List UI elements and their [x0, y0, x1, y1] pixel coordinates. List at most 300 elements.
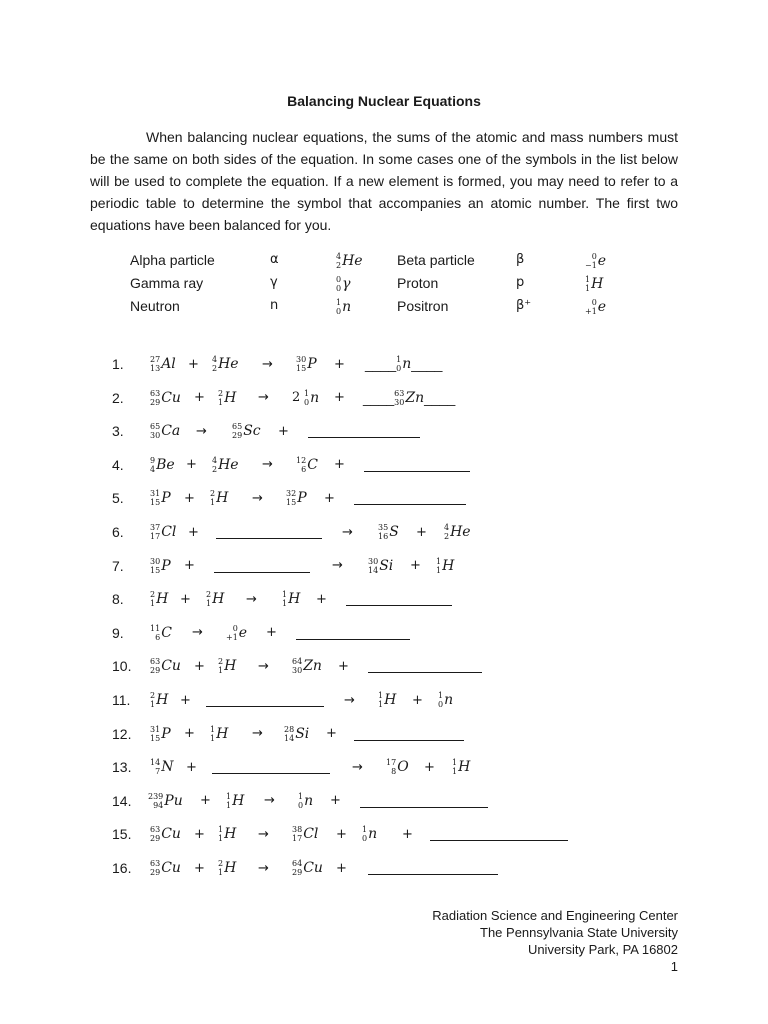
equation-term — [150, 856, 181, 880]
atomic-number: 1 — [282, 599, 288, 609]
mass-number: 30 — [296, 355, 307, 364]
element-symbol: Cu — [161, 826, 181, 843]
element-symbol: P — [161, 725, 171, 742]
element-symbol: H — [288, 591, 301, 608]
equation-row — [112, 554, 672, 578]
plus-sign: + — [184, 726, 195, 742]
atomic-number: 30 — [292, 666, 303, 676]
reaction-arrow: → — [344, 692, 355, 708]
nuclide-symbol — [150, 523, 176, 541]
mass-number: 32 — [286, 489, 297, 499]
equation-row — [112, 856, 672, 880]
reaction-arrow: → — [252, 490, 263, 506]
legend-row — [130, 298, 630, 320]
reaction-arrow: → — [262, 457, 273, 473]
legend-nuclide — [585, 298, 606, 316]
equation-term — [362, 822, 377, 846]
plus-sign: + — [184, 490, 195, 506]
atomic-number: 2 — [444, 532, 450, 541]
equation-term — [212, 453, 239, 477]
equation-term — [218, 856, 236, 880]
plus-sign: + — [336, 860, 347, 876]
nuclide-symbol — [378, 691, 396, 709]
atomic-number: 0 — [396, 364, 402, 373]
equation-row — [112, 755, 672, 779]
element-symbol: n — [310, 389, 320, 406]
legend-symbol: α — [270, 252, 279, 267]
mass-number: 2 — [218, 657, 224, 667]
element-symbol: n — [342, 299, 352, 316]
footer-university: The Pennsylvania State University — [480, 925, 678, 940]
answer-blank[interactable] — [354, 726, 464, 741]
nuclide-symbol — [218, 825, 236, 843]
equation-term — [150, 554, 171, 578]
footer-address: University Park, PA 16802 — [527, 942, 678, 957]
equation-row — [112, 352, 672, 376]
equation-term — [148, 789, 183, 813]
equation-term — [232, 419, 261, 443]
equation-number: 16. — [112, 860, 132, 876]
legend-name: Positron — [397, 298, 449, 314]
equation-number: 13. — [112, 759, 132, 776]
equation-term — [150, 822, 181, 846]
atomic-number: 1 — [210, 498, 216, 508]
nuclide-symbol — [150, 557, 171, 575]
equation-row — [112, 520, 672, 544]
legend-nuclide — [585, 252, 606, 270]
element-symbol: He — [342, 253, 363, 270]
atomic-number: 29 — [150, 868, 161, 877]
atomic-number: 13 — [150, 364, 161, 373]
nuclide-symbol — [336, 298, 351, 316]
element-symbol: n — [368, 826, 378, 843]
mass-number: 1 — [396, 355, 402, 364]
equation-term — [150, 520, 176, 544]
plus-sign: + — [266, 625, 277, 641]
equation-term — [368, 554, 393, 578]
atomic-number: 0 — [336, 307, 342, 317]
nuclide-symbol — [226, 624, 247, 642]
mass-number: 11 — [150, 623, 161, 633]
nuclide-symbol — [368, 557, 393, 575]
equation-term — [298, 789, 313, 813]
nuclide-symbol — [150, 590, 168, 608]
atomic-number: +1 — [226, 632, 238, 642]
mass-number: 0 — [232, 623, 238, 633]
nuclide-symbol — [150, 725, 171, 743]
mass-number: 65 — [232, 422, 243, 432]
element-symbol: C — [307, 456, 318, 473]
nuclide-symbol — [444, 523, 471, 541]
element-symbol: P — [297, 490, 307, 507]
plus-sign: + — [338, 658, 349, 674]
equation-term — [292, 654, 322, 678]
nuclide-symbol — [212, 355, 239, 373]
mass-number: 1 — [282, 590, 288, 600]
atomic-number: 1 — [206, 599, 212, 609]
nuclide-symbol — [292, 657, 322, 675]
equation-term — [150, 755, 173, 779]
legend-name: Beta particle — [397, 252, 475, 268]
mass-number: 1 — [218, 825, 224, 835]
element-symbol: O — [397, 759, 409, 776]
nuclide-symbol — [298, 792, 313, 810]
atomic-number: 2 — [212, 464, 218, 474]
element-symbol: Ca — [161, 423, 181, 440]
reaction-arrow: → — [342, 524, 353, 540]
equation-term — [292, 856, 323, 880]
legend-symbol: γ — [270, 275, 278, 290]
reaction-arrow: → — [258, 658, 269, 674]
mass-number: 63 — [150, 388, 161, 398]
reaction-arrow: → — [332, 558, 343, 574]
plus-sign: + — [412, 692, 423, 708]
equation-term — [286, 486, 307, 510]
plus-sign: + — [316, 591, 327, 607]
reaction-arrow: → — [258, 826, 269, 842]
equation-term — [378, 520, 399, 544]
element-symbol: Be — [156, 456, 175, 473]
answer-blank[interactable] — [430, 826, 568, 841]
nuclide-symbol — [378, 523, 399, 541]
atomic-number: 1 — [585, 284, 591, 294]
atomic-number: 15 — [296, 364, 307, 373]
legend-name: Neutron — [130, 298, 180, 314]
element-symbol: P — [307, 356, 317, 372]
mass-number: 1 — [226, 791, 232, 801]
element-symbol: e — [597, 253, 607, 270]
equation-row — [112, 486, 672, 510]
equation-number: 14. — [112, 792, 132, 809]
legend-symbol: n — [270, 298, 279, 313]
atomic-number: 2 — [336, 261, 342, 271]
element-symbol: Cu — [303, 860, 323, 876]
equation-term — [436, 554, 454, 578]
mass-number: 1 — [298, 791, 304, 801]
mass-number: 38 — [292, 825, 303, 835]
plus-sign: + — [188, 356, 199, 372]
reaction-arrow: → — [264, 793, 275, 809]
legend-row — [130, 275, 630, 297]
mass-number: 1 — [304, 388, 310, 398]
mass-number: 63 — [394, 388, 405, 398]
element-symbol: H — [216, 490, 229, 507]
mass-number: 31 — [150, 489, 161, 499]
element-symbol: He — [218, 356, 239, 372]
equation-number: 4. — [112, 456, 124, 473]
element-symbol: Cl — [161, 524, 177, 540]
element-symbol: e — [238, 624, 248, 641]
element-symbol: Cl — [303, 826, 319, 843]
plus-sign: + — [188, 524, 199, 540]
nuclide-symbol — [296, 355, 317, 373]
plus-sign: + — [194, 390, 205, 406]
nuclide-symbol — [150, 489, 171, 507]
legend-symbol: β⁺ — [516, 298, 532, 313]
mass-number: 1 — [378, 691, 384, 700]
footer — [432, 907, 678, 975]
element-symbol: H — [156, 692, 169, 708]
equation-term — [150, 654, 181, 678]
atomic-number: 17 — [150, 532, 161, 541]
nuclide-symbol — [292, 825, 318, 843]
nuclide-symbol — [292, 859, 323, 877]
plus-sign: + — [186, 759, 197, 775]
equation-row — [112, 789, 672, 813]
mass-number: 1 — [452, 758, 458, 768]
legend-nuclide — [336, 298, 351, 316]
equation-term — [218, 822, 236, 846]
legend-name: Proton — [397, 275, 439, 291]
reaction-arrow: → — [352, 759, 363, 775]
atomic-number: 15 — [286, 498, 297, 508]
answer-blank[interactable] — [368, 860, 498, 875]
element-symbol: H — [212, 591, 225, 608]
plus-sign: + — [200, 793, 211, 809]
page-title: Balancing Nuclear Equations — [287, 93, 481, 109]
element-symbol: H — [216, 725, 229, 742]
plus-sign: + — [416, 524, 427, 540]
element-symbol: H — [224, 658, 237, 675]
equation-term — [210, 722, 228, 746]
answer-blank[interactable] — [360, 793, 488, 808]
nuclide-symbol — [148, 792, 183, 810]
answer-blank[interactable] — [206, 692, 324, 707]
equation-term — [150, 621, 172, 645]
plus-sign: + — [424, 759, 435, 775]
mass-number: 14 — [150, 758, 161, 768]
element-symbol: He — [450, 524, 471, 540]
answer-blank[interactable] — [216, 524, 322, 539]
element-symbol: γ — [342, 276, 351, 293]
element-symbol: Al — [161, 356, 176, 372]
nuclide-symbol — [232, 422, 261, 440]
plus-sign: + — [184, 558, 195, 574]
mass-number: 64 — [292, 657, 303, 667]
reaction-arrow: → — [246, 591, 257, 607]
legend-name: Alpha particle — [130, 252, 215, 268]
equation-number: 9. — [112, 624, 124, 641]
equation-number: 7. — [112, 557, 124, 574]
element-symbol: H — [224, 389, 237, 406]
equation-row — [112, 621, 672, 645]
element-symbol: Zn — [303, 658, 322, 675]
mass-number: 0 — [591, 298, 597, 308]
reaction-arrow: → — [262, 356, 273, 372]
mass-number: 1 — [585, 275, 591, 285]
mass-number: 4 — [212, 455, 218, 465]
answer-blank[interactable] — [354, 490, 466, 505]
equation-term — [150, 722, 171, 746]
equation-row — [112, 587, 672, 611]
nuclide-symbol — [304, 389, 319, 407]
equation-term — [150, 386, 181, 410]
nuclide-symbol — [296, 456, 318, 474]
element-symbol: H — [224, 826, 237, 843]
atomic-number: −1 — [585, 261, 597, 271]
mass-number: 37 — [150, 523, 161, 532]
mass-number: 2 — [150, 590, 156, 600]
element-symbol: Cu — [161, 389, 181, 406]
mass-number: 2 — [218, 388, 224, 398]
plus-sign: + — [410, 558, 421, 574]
nuclide-symbol — [282, 590, 300, 608]
mass-number: 17 — [386, 758, 397, 768]
nuclide-symbol — [150, 355, 176, 373]
legend-nuclide — [585, 275, 603, 293]
equation-number: 1. — [112, 356, 124, 372]
equation-term — [212, 352, 239, 376]
element-symbol: n — [304, 792, 314, 809]
equation-term — [210, 486, 228, 510]
plus-sign: + — [278, 423, 289, 439]
mass-number: 12 — [296, 455, 307, 465]
atomic-number: 1 — [436, 565, 442, 575]
legend-nuclide — [336, 252, 363, 270]
atomic-number: 94 — [153, 800, 164, 810]
atomic-number: 29 — [232, 431, 243, 441]
mass-number: 30 — [150, 556, 161, 566]
element-symbol: P — [161, 490, 171, 507]
equation-term — [150, 352, 176, 376]
atomic-number: 1 — [218, 834, 224, 844]
equation-number: 3. — [112, 423, 124, 440]
element-symbol: Cu — [161, 658, 181, 675]
nuclide-symbol — [150, 422, 180, 440]
atomic-number: 7 — [155, 767, 161, 777]
mass-number: 4 — [212, 355, 218, 364]
mass-number: 27 — [150, 355, 161, 364]
filled-answer: ____ 1 0 n ____ — [365, 355, 443, 373]
atomic-number: 2 — [212, 364, 218, 373]
atomic-number: 1 — [218, 397, 224, 407]
element-symbol: H — [232, 792, 245, 809]
atomic-number: 8 — [391, 767, 397, 777]
element-symbol: H — [224, 860, 237, 876]
element-symbol: H — [384, 692, 397, 708]
nuclide-symbol — [284, 725, 309, 743]
atomic-number: 1 — [150, 700, 156, 709]
mass-number: 63 — [150, 859, 161, 868]
equation-term — [444, 520, 471, 544]
equation-row — [112, 453, 672, 477]
nuclide-symbol — [210, 725, 228, 743]
element-symbol: Si — [379, 557, 394, 574]
equation-term — [386, 755, 409, 779]
equation-term — [226, 789, 244, 813]
equation-term — [284, 722, 309, 746]
equation-term — [304, 386, 319, 410]
equation-term — [150, 419, 180, 443]
mass-number: 1 — [436, 556, 442, 566]
atomic-number: 0 — [298, 800, 304, 810]
legend-symbol: p — [516, 275, 525, 290]
nuclide-symbol — [150, 691, 168, 709]
atomic-number: 1 — [150, 599, 156, 609]
plus-sign: + — [180, 591, 191, 607]
mass-number: 35 — [378, 523, 389, 532]
nuclide-symbol — [212, 456, 239, 474]
nuclide-symbol — [150, 389, 181, 407]
reaction-arrow: → — [192, 625, 203, 641]
nuclide-symbol — [436, 557, 454, 575]
equation-number: 6. — [112, 524, 124, 540]
equation-number: 5. — [112, 490, 124, 507]
answer-blank[interactable] — [308, 423, 420, 438]
answer-blank[interactable] — [368, 658, 482, 673]
coefficient: 2 — [292, 390, 301, 406]
particle-legend — [130, 252, 630, 322]
atomic-number: 15 — [150, 565, 161, 575]
plus-sign: + — [186, 457, 197, 473]
element-symbol: C — [161, 624, 172, 641]
mass-number: 0 — [591, 252, 597, 262]
nuclide-symbol — [218, 859, 236, 877]
answer-blank[interactable] — [212, 759, 330, 774]
plus-sign: + — [402, 826, 413, 842]
atomic-number: 30 — [394, 397, 405, 407]
atomic-number: 0 — [362, 834, 368, 844]
answer-blank[interactable] — [346, 591, 452, 606]
plus-sign: + — [334, 457, 345, 473]
answer-blank[interactable] — [214, 558, 310, 573]
mass-number: 1 — [336, 298, 342, 308]
atomic-number: 29 — [150, 397, 161, 407]
nuclide-symbol — [362, 825, 377, 843]
mass-number: 1 — [362, 825, 368, 835]
mass-number: 9 — [150, 455, 156, 465]
equation-row — [112, 822, 672, 846]
atomic-number: 30 — [150, 431, 161, 441]
equation-term — [150, 587, 168, 611]
equation-number: 2. — [112, 389, 124, 406]
element-symbol: H — [156, 591, 169, 608]
nuclide-symbol — [585, 298, 606, 316]
plus-sign: + — [336, 826, 347, 842]
atomic-number: 0 — [336, 284, 342, 294]
equation-row — [112, 722, 672, 746]
mass-number: 2 — [210, 489, 216, 499]
nuclide-symbol — [336, 252, 363, 270]
atomic-number: 0 — [438, 700, 444, 709]
element-symbol: Si — [295, 725, 310, 742]
nuclide-symbol — [150, 859, 181, 877]
mass-number: 4 — [336, 252, 342, 262]
mass-number: 2 — [206, 590, 212, 600]
atomic-number: 1 — [378, 700, 384, 709]
nuclide-symbol — [396, 355, 411, 373]
mass-number: 63 — [150, 825, 161, 835]
equation-number: 15. — [112, 826, 132, 843]
atomic-number: 29 — [150, 834, 161, 844]
nuclide-symbol — [585, 275, 603, 293]
nuclide-symbol — [210, 489, 228, 507]
equation-term — [452, 755, 470, 779]
atomic-number: 29 — [292, 868, 303, 877]
nuclide-symbol — [206, 590, 224, 608]
plus-sign: + — [326, 726, 337, 742]
atomic-number: 6 — [301, 464, 307, 474]
answer-blank[interactable] — [364, 457, 470, 472]
equation-term — [218, 386, 236, 410]
atomic-number: 1 — [210, 733, 216, 743]
nuclide-symbol — [394, 389, 424, 407]
answer-blank[interactable] — [296, 625, 410, 640]
mass-number: 2 — [218, 859, 224, 868]
mass-number: 1 — [210, 724, 216, 734]
equation-term — [150, 688, 168, 712]
reaction-arrow: → — [258, 860, 269, 876]
